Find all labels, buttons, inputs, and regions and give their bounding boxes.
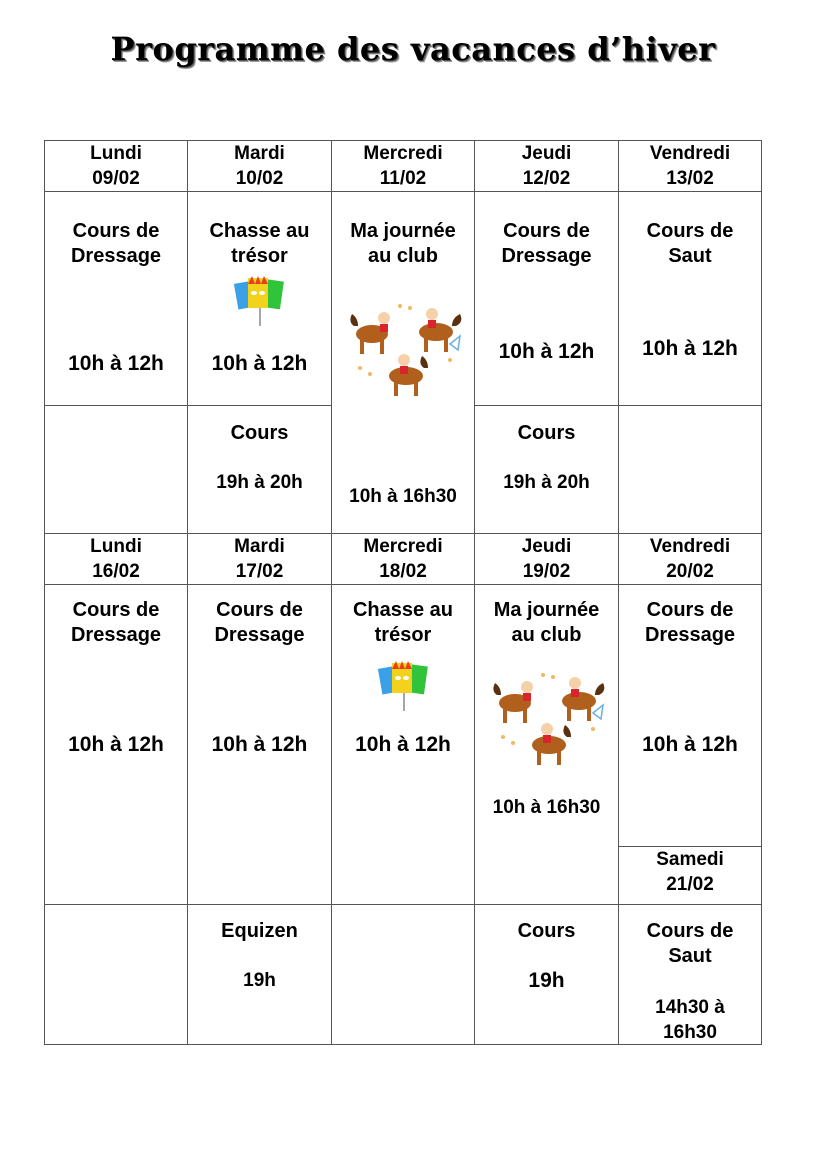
activity-cell: Equizen 19h xyxy=(188,905,332,1045)
activity-cell: Cours de Dressage 10h à 12h xyxy=(45,585,188,905)
time-label: 10h à 16h30 xyxy=(492,797,601,818)
empty-cell xyxy=(45,406,188,534)
activity-cell: Cours 19h à 20h xyxy=(188,406,332,534)
day-header: Jeudi 12/02 xyxy=(475,141,619,192)
schedule-table xyxy=(44,140,762,1045)
day-header: Lundi 09/02 xyxy=(45,141,188,192)
day-header: Mardi 10/02 xyxy=(188,141,332,192)
activity-cell: Cours de Dressage 10h à 12h xyxy=(475,192,619,406)
page-title: Programme des vacances d’hiver xyxy=(110,30,716,68)
time-label: 10h à 12h xyxy=(498,340,595,363)
time-label: 19h xyxy=(243,970,276,991)
day-header: Vendredi 13/02 xyxy=(619,141,762,192)
day-header: Mardi 17/02 xyxy=(188,534,332,585)
time-label: 14h30 à xyxy=(655,997,725,1018)
week1-header-row xyxy=(45,141,762,192)
activity-cell: Cours de Saut 14h30 à 16h30 xyxy=(619,905,762,1045)
day-header: Lundi 16/02 xyxy=(45,534,188,585)
time-label: 19h xyxy=(528,969,565,992)
time-label: 10h à 12h xyxy=(642,337,738,360)
activity-cell: Cours 19h à 20h xyxy=(475,406,619,534)
activity-cell: Chasse au trésor 10h à 12h xyxy=(332,585,475,905)
day-header: Samedi 21/02 xyxy=(619,847,762,905)
time-label: 10h à 12h xyxy=(68,352,164,375)
time-label: 19h à 20h xyxy=(503,472,590,493)
time-label: 10h à 16h30 xyxy=(349,486,457,507)
time-label: 10h à 12h xyxy=(68,733,164,756)
day-header: Jeudi 19/02 xyxy=(475,534,619,585)
pony-riders-icon xyxy=(340,296,466,406)
time-label: 10h à 12h xyxy=(211,352,308,375)
activity-cell: Ma journée au club 10h à 16h30 xyxy=(332,192,475,534)
week2-evening-row xyxy=(45,905,762,1045)
empty-cell xyxy=(332,905,475,1045)
week2-morning-row xyxy=(45,585,762,847)
day-header: Mercredi 11/02 xyxy=(332,141,475,192)
treasure-mask-icon xyxy=(378,661,430,713)
time-label: 19h à 20h xyxy=(216,472,303,493)
activity-cell: Chasse au trésor 10h à 12h xyxy=(188,192,332,406)
time-label: 10h à 12h xyxy=(211,733,308,756)
week1-morning-row xyxy=(45,192,762,406)
time-label: 10h à 12h xyxy=(642,733,738,756)
day-header: Vendredi 20/02 xyxy=(619,534,762,585)
day-header: Mercredi 18/02 xyxy=(332,534,475,585)
activity-cell: Cours 19h xyxy=(475,905,619,1045)
activity-cell: Cours de Dressage 10h à 12h xyxy=(45,192,188,406)
time-label: 10h à 12h xyxy=(355,733,451,756)
activity-cell: Ma journée au club 10h à 16h30 xyxy=(475,585,619,905)
empty-cell xyxy=(619,406,762,534)
activity-cell: Cours de Dressage 10h à 12h xyxy=(619,585,762,847)
week2-header-row xyxy=(45,534,762,585)
pony-riders-icon xyxy=(483,665,609,775)
time-label: 16h30 xyxy=(663,1022,717,1043)
activity-cell: Cours de Saut 10h à 12h xyxy=(619,192,762,406)
activity-cell: Cours de Dressage 10h à 12h xyxy=(188,585,332,905)
empty-cell xyxy=(45,905,188,1045)
treasure-mask-icon xyxy=(234,276,286,328)
